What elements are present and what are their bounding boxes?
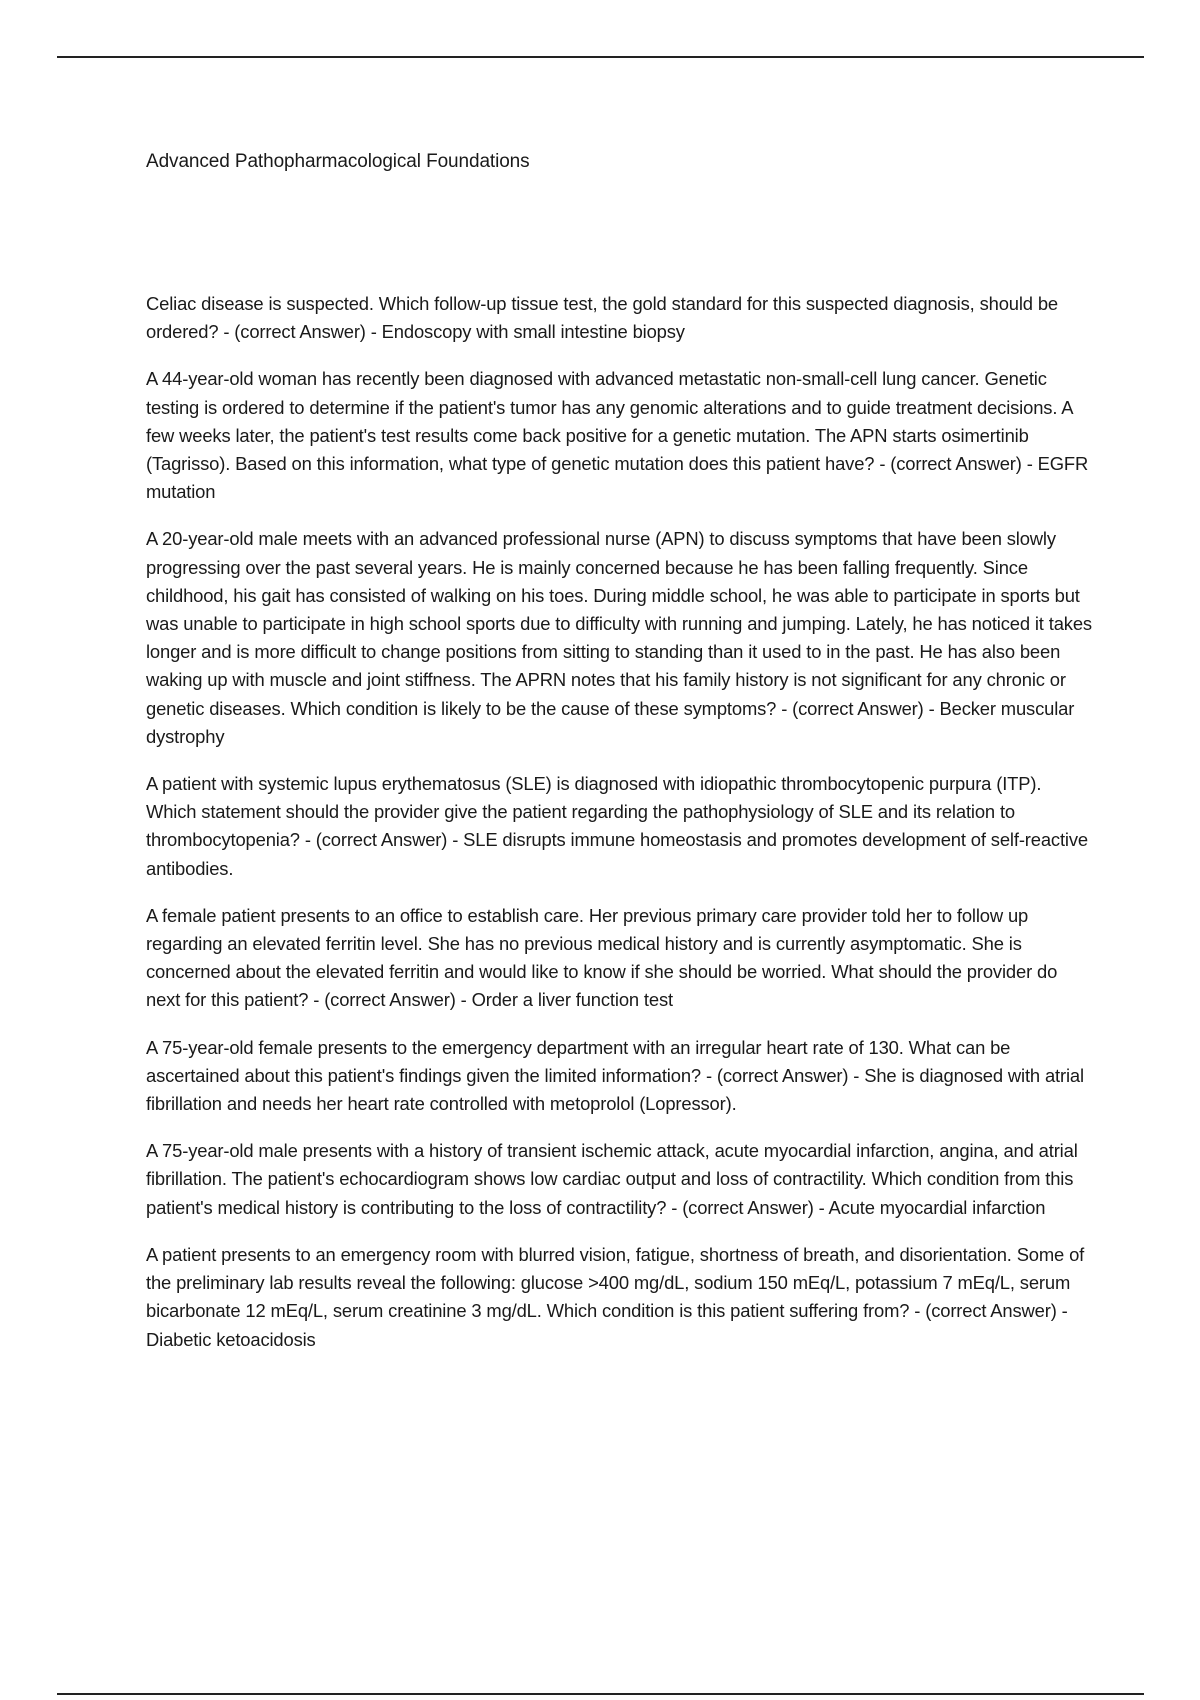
qa-item-dka: A patient presents to an emergency room with blurred vision, fatigue, shortness of breath, and disorientation. Some of the preliminary lab results reveal the following: glucose >400 mg/dL, sodium 150 mEq/L, potassium 7 mEq/L, serum bicarbonate 12 mEq/L, serum creatinine 3 mg/dL. Which condition is this patient suffering from? - (correct Answer) - Diabetic ketoacidosis bbox=[146, 1243, 1085, 1350]
qa-item-contractility: A 75-year-old male presents with a history of transient ischemic attack, acute myocardial infarction, angina, and atrial fibrillation. The patient's echocardiogram shows low cardiac output and loss of contractility. Which condition from this patient's medical history is contributing to the loss of contractility? - (correct Answer) - Acute myocardial infarction bbox=[146, 1140, 1078, 1218]
qa-item-egfr: A 44-year-old woman has recently been diagnosed with advanced metastatic non-small-cell lung cancer. Genetic testing is ordered to determine if the patient's tumor has any genomic alterations and to guide treatment decisions. A few weeks later, the patient's test results come back positive for a genetic mutation. The APN starts osimertinib (Tagrisso). Based on this information, what type of genetic mutation does this patient have? - (correct Answer) - EGFR mutation bbox=[146, 368, 1089, 503]
bottom-rule bbox=[57, 1693, 1144, 1695]
qa-list bbox=[146, 290, 1096, 1373]
qa-item-afib: A 75-year-old female presents to the emergency department with an irregular heart rate of 130. What can be ascertained about this patient's findings given the limited information? - (correct Answer) - She is diagnosed with atrial fibrillation and needs her heart rate controlled with metoprolol (Lopressor). bbox=[146, 1036, 1084, 1115]
top-rule bbox=[57, 56, 1144, 58]
document-title: Advanced Pathopharmacological Foundations bbox=[146, 151, 530, 172]
qa-item-sle: A patient with systemic lupus erythematosus (SLE) is diagnosed with idiopathic thrombocytopenic purpura (ITP). Which statement should the provider give the patient regarding the pathophysiology of SLE and its relation to thrombocytopenia? - (correct Answer) - SLE disrupts immune homeostasis and promotes development of self-reactive antibodies. bbox=[146, 773, 1088, 879]
qa-item-celiac: Celiac disease is suspected. Which follow-up tissue test, the gold standard for this suspected diagnosis, should be ordered? - (correct Answer) - Endoscopy with small intestine biopsy bbox=[146, 293, 1058, 343]
qa-item-becker: A 20-year-old male meets with an advanced professional nurse (APN) to discuss symptoms that have been slowly progressing over the past several years. He is mainly concerned because he has been falling frequently. Since childhood, his gait has consisted of walking on his toes. During middle school, he was able to participate in sports but was unable to participate in high school sports due to difficulty with running and jumping. Lately, he has noticed it takes longer and is more difficult to change positions from sitting to standing than it used to in the past. He has also been waking up with muscle and joint stiffness. The APRN notes that his family history is not significant for any chronic or genetic diseases. Which condition is likely to be the cause of these symptoms? - (correct Answer) - Becker muscular dystrophy bbox=[146, 528, 1092, 747]
qa-item-ferritin: A female patient presents to an office to establish care. Her previous primary care provider told her to follow up regarding an elevated ferritin level. She has no previous medical history and is currently asymptomatic. She is concerned about the elevated ferritin and would like to know if she should be worried. What should the provider do next for this patient? - (correct Answer) - Order a liver function test bbox=[146, 904, 1058, 1011]
